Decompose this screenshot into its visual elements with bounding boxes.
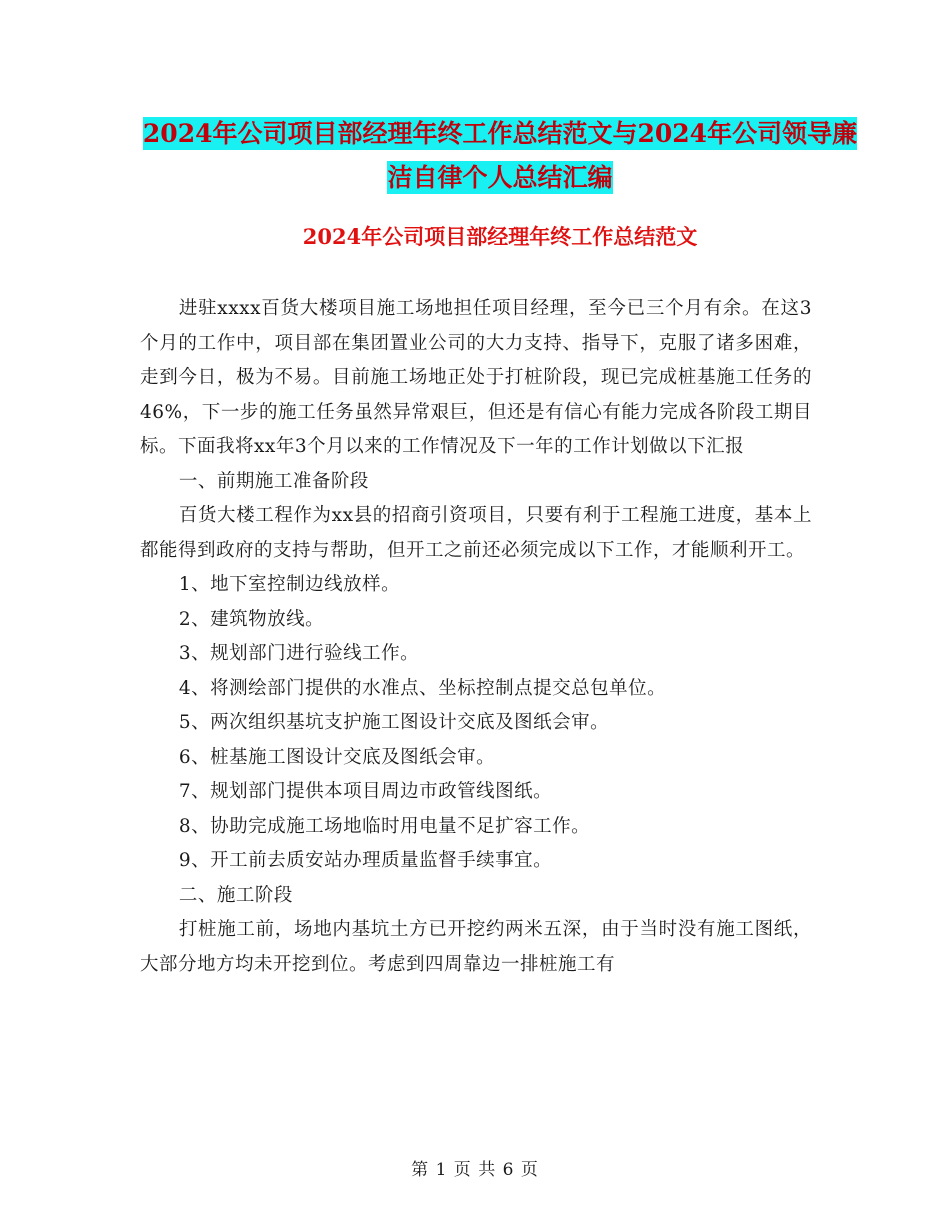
paragraph: 进驻xxxx百货大楼项目施工场地担任项目经理，至今已三个月有余。在这3个月的工作中，项目部在集团置业公司的大力支持、指导下，克服了诸多困难，走到今日，极为不易。目前施工场地正处于打桩阶段，现已完成桩基施工任务的46%，下一步的施工任务虽然异常艰巨，但还是有信心有能力完成各阶段工期目标。下面我将xx年3个月以来的工作情况及下一年的工作计划做以下汇报 [140, 298, 812, 457]
section-heading: 一、前期施工准备阶段 [178, 470, 369, 492]
document-body [140, 292, 812, 982]
list-item: 6、桩基施工图设计交底及图纸会审。 [178, 746, 496, 768]
paragraph: 打桩施工前，场地内基坑土方已开挖约两米五深，由于当时没有施工图纸，大部分地方均未开挖到位。考虑到四周靠边一排桩施工有 [140, 919, 812, 975]
list-item: 8、协助完成施工场地临时用电量不足扩容工作。 [178, 815, 591, 837]
list-item: 4、将测绘部门提供的水准点、坐标控制点提交总包单位。 [178, 677, 667, 699]
list-item: 9、开工前去质安站办理质量监督手续事宜。 [178, 850, 553, 871]
paragraph: 百货大楼工程作为xx县的招商引资项目，只要有利于工程施工进度，基本上都能得到政府的支持与帮助，但开工之前还必须完成以下工作，才能顺利开工。 [140, 505, 812, 561]
document-title [140, 112, 860, 200]
document-title-text: 2024年公司项目部经理年终工作总结范文与2024年公司领导廉洁自律个人总结汇编 [142, 119, 858, 192]
list-item: 5、两次组织基坑支护施工图设计交底及图纸会审。 [178, 712, 610, 733]
list-item: 2、建筑物放线。 [178, 608, 325, 630]
list-item: 3、规划部门进行验线工作。 [178, 643, 420, 664]
page-footer: 第 1 页 共 6 页 [411, 1160, 539, 1180]
list-item: 7、规划部门提供本项目周边市政管线图纸。 [178, 781, 553, 802]
section-heading: 二、施工阶段 [178, 884, 293, 906]
list-item: 1、地下室控制边线放样。 [178, 574, 401, 595]
section-title: 2024年公司项目部经理年终工作总结范文 [302, 224, 698, 249]
